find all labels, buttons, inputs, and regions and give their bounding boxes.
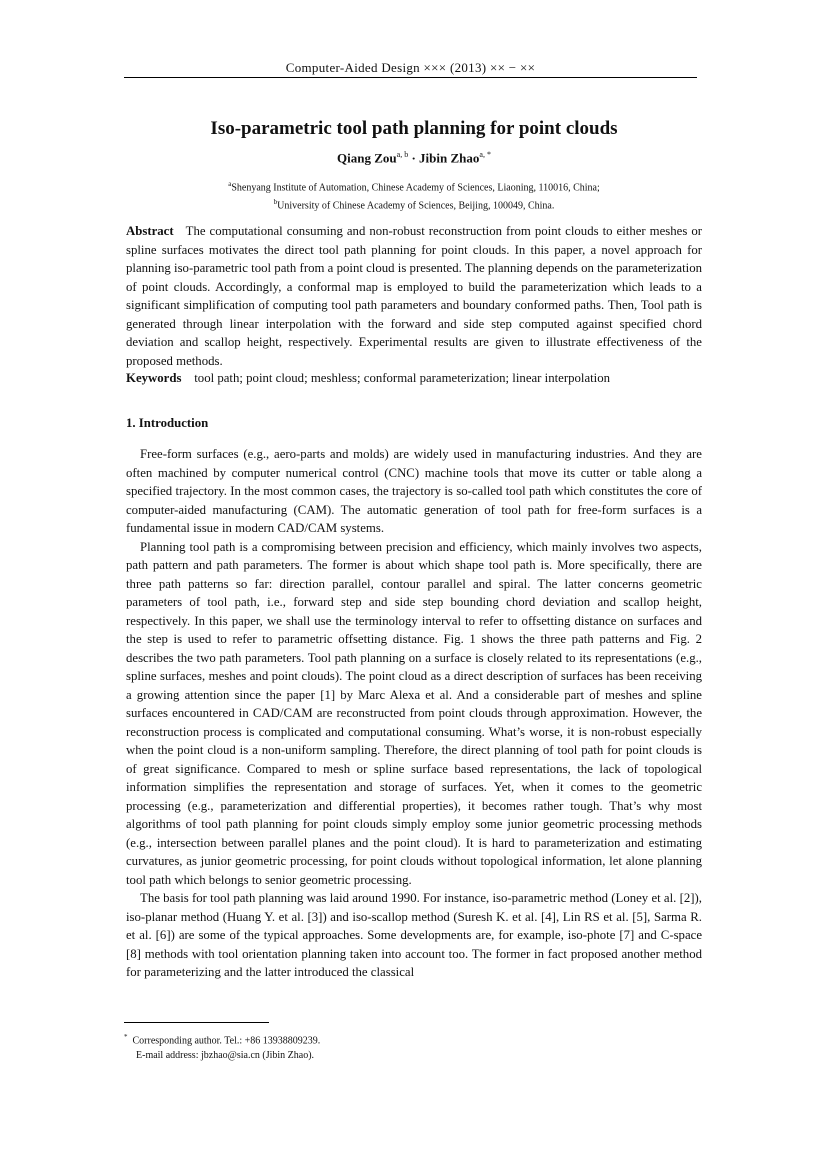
author-name: Jibin Zhao bbox=[419, 150, 480, 166]
abstract bbox=[126, 222, 702, 370]
affil-mark: b bbox=[273, 198, 278, 207]
paragraph: Free-form surfaces (e.g., aero-parts and molds) are widely used in manufacturing industries. And they are often machined by computer numerical control (CNC) machine tools that move its cutter or table along a specified trajectory. In the most common cases, the trajectory is so-called tool path which constitutes the core of computer-aided manufacturing (CAM). The automatic generation of tool path for free-form surfaces is a fundamental issue in modern CAD/CAM systems. bbox=[126, 447, 702, 535]
header-rule bbox=[124, 77, 697, 78]
abstract-text: The computational consuming and non-robust reconstruction from point clouds to either meshes or spline surfaces motivates the direct tool path planning for point clouds. In this paper, a novel approach for planning iso-parametric tool path from a point cloud is presented. The planning depends on the parameterization of point clouds. Accordingly, a conformal map is employed to build the parameterization which leads to a significant simplification of computing tool path parameters and boundary conformed paths. Then, Tool path is generated through linear interpolation with the forward and side step computed against specified chord deviation and scallop height, respectively. Experimental results are given to illustrate effectiveness of the proposed methods. bbox=[126, 224, 702, 368]
paragraph: The basis for tool path planning was laid around 1990. For instance, iso-parametric method (Loney et al. [2]), iso-planar method (Huang Y. et al. [3]) and iso-scallop method (Suresh K. et al. [4], Lin RS et al. [5], Sarma R. et al. [6]) are some of the typical approaches. Some developments are, for example, iso-phote [7] and C-space [8] methods with tool orientation planning taken into account too. The former in fact proposed another method for parameterizing and the latter introduced the classical bbox=[126, 891, 702, 979]
footnote-mark: * bbox=[124, 1033, 128, 1041]
author-line bbox=[124, 150, 704, 166]
footnote-text: Corresponding author. Tel.: +86 13938809239. bbox=[132, 1035, 321, 1047]
author-affil-mark: a, * bbox=[479, 150, 491, 159]
abstract-label: Abstract bbox=[126, 224, 174, 238]
affiliations bbox=[124, 177, 704, 214]
footnote bbox=[124, 1030, 704, 1063]
running-header: Computer-Aided Design ××× (2013) ×× − ×× bbox=[285, 60, 536, 75]
footnote-line bbox=[124, 1030, 704, 1048]
author-name: Qiang Zou bbox=[337, 150, 397, 166]
keywords-label: Keywords bbox=[126, 371, 182, 385]
introduction-body bbox=[126, 445, 702, 982]
paper-title: Iso-parametric tool path planning for point clouds bbox=[210, 118, 618, 139]
keywords-text: tool path; point cloud; meshless; conformal parameterization; linear interpolation bbox=[194, 371, 611, 385]
keywords bbox=[126, 369, 702, 388]
paragraph: Planning tool path is a compromising between precision and efficiency, which mainly involves two aspects, path pattern and path parameters. The former is about which shape tool path is. More specifically, there are three path patterns so far: direction parallel, contour parallel and spiral. The latter concerns geometric parameters of tool path, i.e., forward step and side step bounding chord deviation and scallop height, respectively. In this paper, we shall use the terminology interval to refer to offsetting distance on surfaces and the step is used to refer to parametric offsetting distance. Fig. 1 shows the three path patterns and Fig. 2 describes the two path parameters. Tool path planning on a surface is closely related to its representations (e.g., spline surfaces, meshes and point clouds). The point cloud as a direct description of surfaces has been receiving a growing attention since the paper [1] by Marc Alexa et al. And a considerable part of meshes and spline surfaces encountered in CAD/CAM are reconstructed from point clouds through approximation. However, the reconstruction process is complicated and computational consuming. What’s worse, it is non-robust especially when the point cloud is a non-uniform sampling. Therefore, the direct planning of tool path for point clouds is of great significance. Compared to mesh or spline surface based representations, the lack of topological information simplifies the representation and storage of surfaces. Yet, when it comes to the geometric processing (e.g., parameterization and differential properties), it becomes rather tough. That’s why most algorithms of tool path planning for point clouds simply employ some junior geometric processing methods (e.g., intersection between parallel planes and the point cloud). It is hard to parameterization and estimating curvatures, as junior geometric processing, for point clouds without topological information, let alone planning tool path which belongs to senior geometric processing. bbox=[126, 539, 702, 887]
author-separator: · bbox=[408, 150, 420, 166]
affiliation bbox=[124, 177, 704, 195]
affiliation bbox=[124, 195, 704, 213]
footnote-rule bbox=[124, 1022, 269, 1023]
section-heading: 1. Introduction bbox=[126, 416, 209, 430]
author-affil-mark: a, b bbox=[396, 150, 409, 159]
footnote-email-line: E-mail address: jbzhao@sia.cn (Jibin Zhao). bbox=[136, 1050, 315, 1062]
affil-text: University of Chinese Academy of Sciences, Beijing, 100049, China. bbox=[277, 200, 555, 212]
affil-mark: a bbox=[228, 180, 232, 188]
affil-text: Shenyang Institute of Automation, Chinese Academy of Sciences, Liaoning, 110016, China; bbox=[231, 182, 600, 194]
